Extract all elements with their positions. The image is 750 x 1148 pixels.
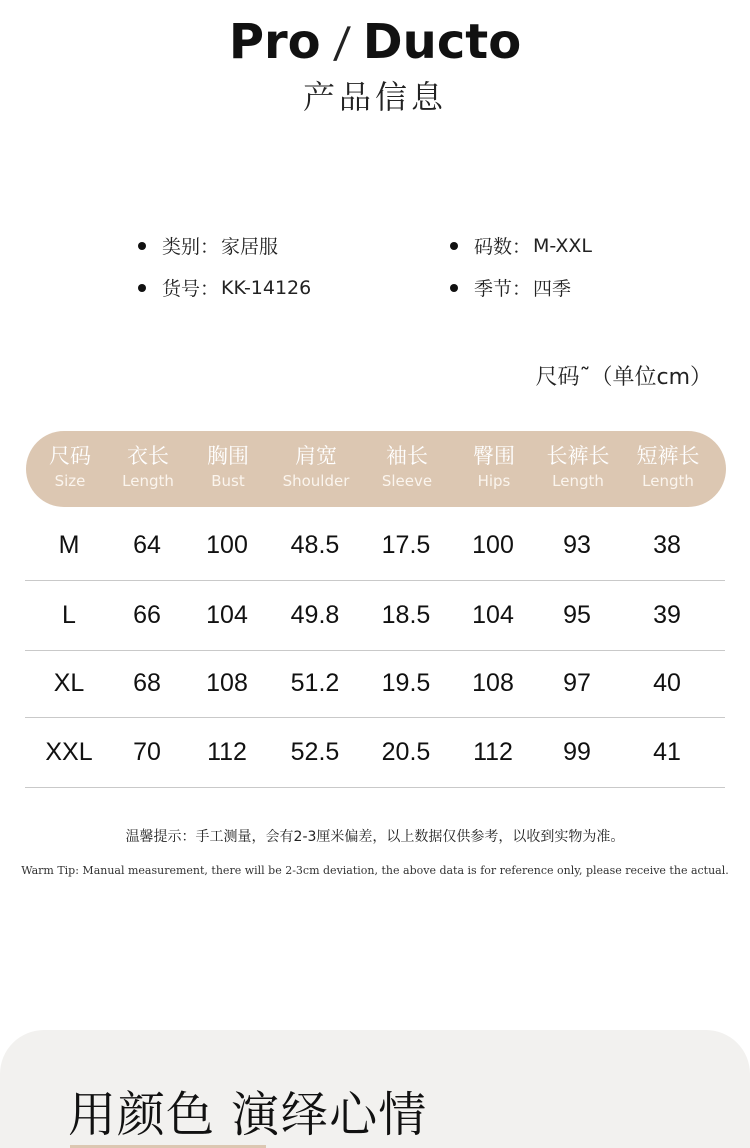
info-size-label: 码数： — [474, 236, 532, 258]
table-cell: 41 — [653, 738, 681, 766]
table-cell: 95 — [563, 601, 591, 629]
header-en: Size — [54, 472, 86, 490]
table-cell: 70 — [133, 738, 161, 766]
size-table-header — [26, 431, 726, 507]
table-cell: 38 — [653, 531, 681, 559]
bullet-icon — [138, 242, 146, 250]
table-cell: 51.2 — [290, 669, 340, 697]
table-cell: 17.5 — [381, 531, 431, 559]
info-category-value: 家居服 — [221, 236, 279, 258]
table-cell: L — [62, 601, 76, 629]
info-category-label: 类别： — [162, 236, 220, 258]
header-en: Length — [552, 472, 604, 490]
header-pants-length — [538, 443, 618, 491]
page-header — [0, 14, 750, 118]
table-cell: 68 — [133, 669, 161, 697]
info-size-value: M-XXL — [533, 234, 592, 257]
header-en: Hips — [477, 472, 511, 490]
table-cell: 52.5 — [290, 738, 340, 766]
brand-slash: / — [332, 17, 352, 67]
table-cell: 112 — [207, 738, 247, 766]
header-en: Length — [122, 472, 174, 490]
table-cell: XL — [53, 669, 85, 697]
table-cell: 104 — [472, 601, 514, 629]
table-cell: 100 — [472, 531, 514, 559]
page-subtitle: 产品信息 — [302, 78, 447, 116]
info-category — [138, 232, 278, 259]
info-season-label: 季节： — [474, 278, 532, 300]
table-cell: 93 — [563, 531, 591, 559]
table-cell: 20.5 — [381, 738, 431, 766]
table-row — [25, 717, 725, 788]
header-en: Bust — [211, 472, 245, 490]
info-item-no-label: 货号： — [162, 278, 220, 300]
table-cell: 49.8 — [290, 601, 340, 629]
brand-left: Pro — [228, 14, 321, 70]
header-zh: 肩宽 — [295, 444, 337, 468]
table-cell: 108 — [206, 669, 248, 697]
table-cell: 108 — [472, 669, 514, 697]
table-cell: 40 — [653, 669, 681, 697]
table-cell: 99 — [563, 738, 591, 766]
table-row — [25, 650, 725, 718]
header-sleeve — [368, 443, 446, 491]
header-zh: 胸围 — [207, 444, 249, 468]
table-cell: 48.5 — [290, 531, 340, 559]
info-item-no — [138, 274, 311, 301]
table-cell: 97 — [563, 669, 591, 697]
header-shoulder — [272, 443, 360, 491]
table-cell: 39 — [653, 601, 681, 629]
table-cell: XXL — [45, 738, 93, 766]
bullet-icon — [138, 284, 146, 292]
header-size — [34, 443, 106, 491]
info-item-no-value: KK-14126 — [221, 276, 312, 299]
bullet-icon — [450, 284, 458, 292]
table-cell: 18.5 — [381, 601, 431, 629]
info-season-value: 四季 — [533, 278, 572, 300]
info-season — [450, 274, 571, 301]
table-cell: 64 — [133, 531, 161, 559]
header-zh: 尺码 — [49, 444, 91, 468]
warm-tip-english: Warm Tip: Manual measurement, there will be 2-3cm deviation, the above data is for reference only, please receive the actual. — [21, 864, 729, 877]
bottom-panel — [0, 1030, 750, 1148]
header-length — [110, 443, 186, 491]
brand-right: Ducto — [362, 14, 522, 70]
table-cell: 66 — [133, 601, 161, 629]
table-row — [25, 510, 725, 581]
slogan-heading: 用颜色 演绎心情 — [68, 1087, 428, 1143]
unit-label: 尺码˜（单位cm） — [535, 365, 712, 390]
header-en: Shoulder — [282, 472, 350, 490]
table-cell: 112 — [473, 738, 513, 766]
header-zh: 臀围 — [473, 444, 515, 468]
table-cell: 19.5 — [381, 669, 431, 697]
header-zh: 短裤长 — [636, 444, 700, 468]
info-size-range — [450, 232, 592, 259]
header-en: Length — [642, 472, 694, 490]
header-shorts-length — [628, 443, 708, 491]
header-zh: 衣长 — [127, 444, 169, 468]
table-row — [25, 580, 725, 651]
header-zh: 袖长 — [386, 444, 428, 468]
brand-logo — [0, 14, 750, 70]
header-bust — [192, 443, 264, 491]
table-cell: M — [58, 531, 80, 559]
header-zh: 长裤长 — [546, 444, 610, 468]
table-cell: 104 — [206, 601, 248, 629]
header-hips — [458, 443, 530, 491]
bullet-icon — [450, 242, 458, 250]
header-en: Sleeve — [381, 472, 433, 490]
table-cell: 100 — [206, 531, 248, 559]
warm-tip-chinese: 温馨提示：手工测量，会有2-3厘米偏差，以上数据仅供参考，以收到实物为准。 — [125, 829, 625, 845]
